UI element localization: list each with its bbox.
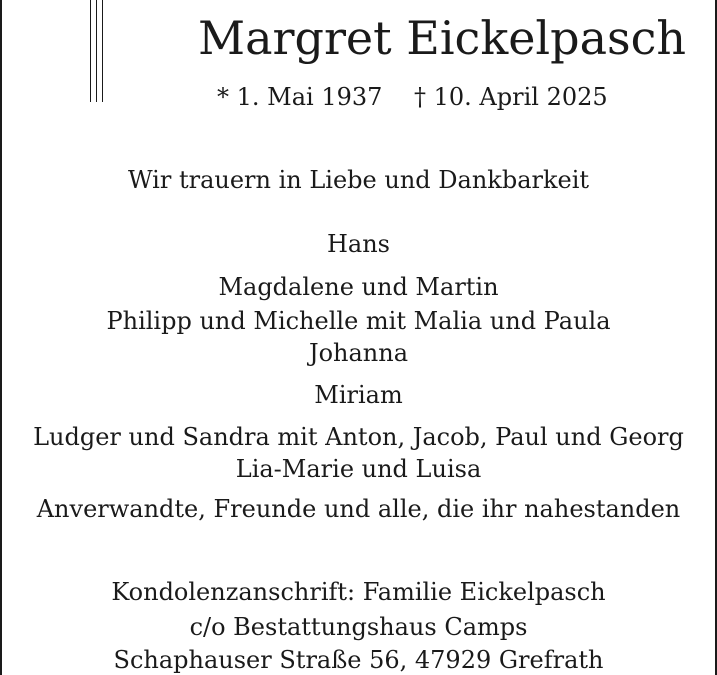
birth-date: * 1. Mai 1937	[217, 83, 383, 111]
address-line: Schaphauser Straße 56, 47929 Grefrath	[113, 646, 604, 674]
mourner-line: Magdalene und Martin	[218, 273, 499, 301]
death-date: † 10. April 2025	[414, 83, 608, 111]
deceased-name: Margret Eickelpasch	[197, 11, 686, 65]
mourner-line: Miriam	[314, 381, 403, 409]
mourner-line: Lia-Marie und Luisa	[235, 455, 482, 483]
intro-text: Wir trauern in Liebe und Dankbarkeit	[127, 166, 590, 194]
mourner-line: Anverwandte, Freunde und alle, die ihr nahestanden	[36, 495, 681, 523]
address-line: c/o Bestattungshaus Camps	[189, 613, 528, 641]
mourner-line: Johanna	[308, 339, 409, 367]
mourner-line: Philipp und Michelle mit Malia und Paula	[106, 307, 611, 335]
address-line: Kondolenzanschrift: Familie Eickelpasch	[111, 578, 606, 606]
mourner-line: Ludger und Sandra mit Anton, Jacob, Paul und Georg	[33, 423, 684, 451]
mourner-line: Hans	[326, 230, 390, 258]
